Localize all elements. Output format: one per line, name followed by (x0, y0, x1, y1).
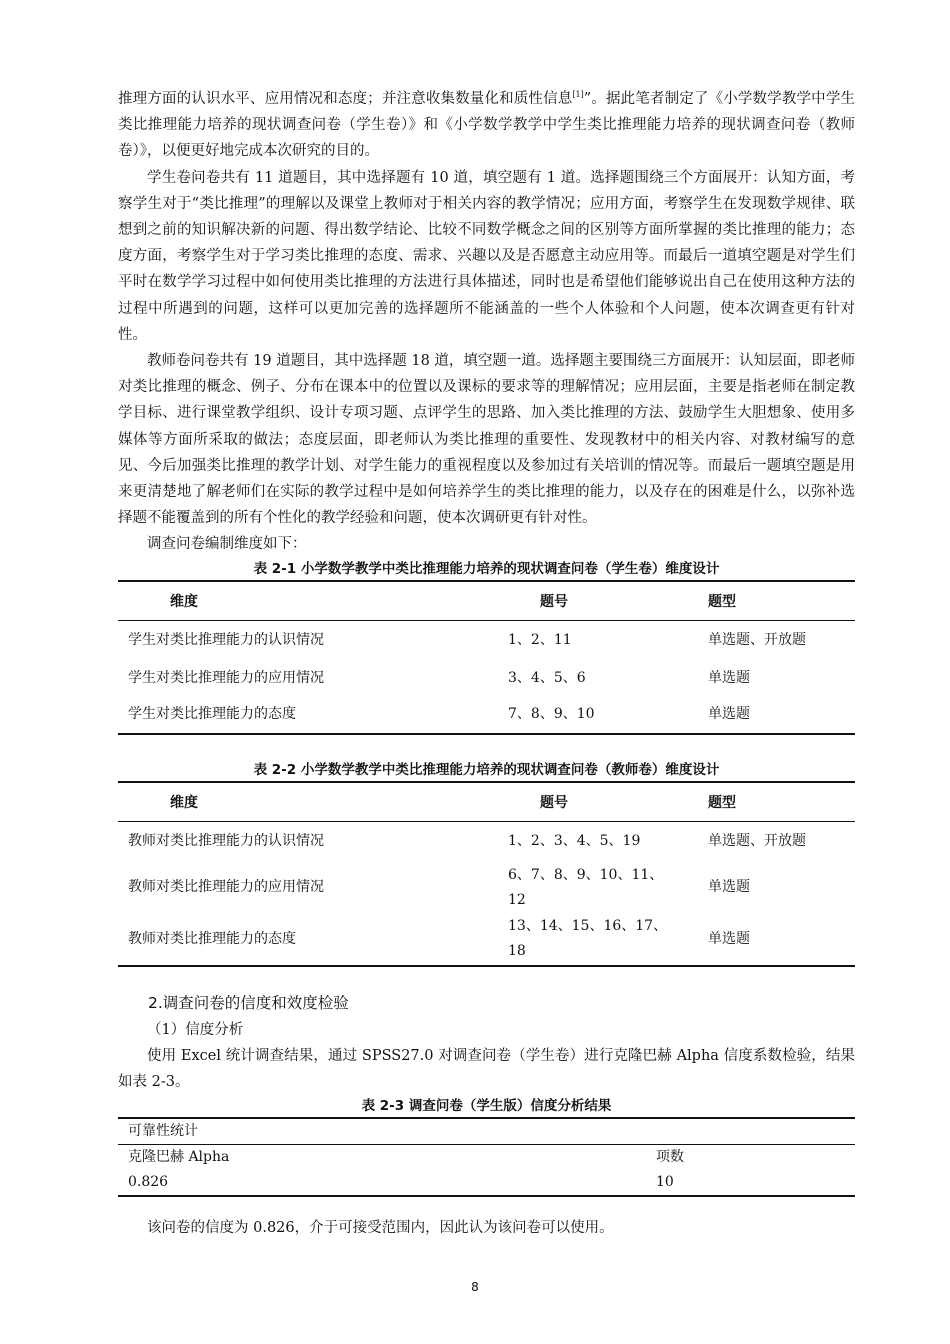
header-dimension: 维度 (118, 581, 508, 621)
cell-question-number: 13、14、15、16、17、18 (508, 914, 708, 966)
teacher-questionnaire-paragraph: 教师卷问卷共有 19 道题目，其中选择题 18 道，填空题一道。选择题主要围绕三方面展开：认知层面，即老师对类比推理的概念、例子、分布在课本中的位置以及课标的要求等的理解情况；应用层面，主要是指老师在制定教学目标、进行课堂教学组织、设计专项习题、点评学生的思路、加入类比推理的方法、鼓励学生大胆想象、使用多媒体等方面所采取的做法；态度层面，即老师认为类比推理的重要性、发现教材中的相关内容、对教材编写的意见、今后加强类比推理的教学计划、对学生能力的重视程度以及参加过有关培训的情况等。而最后一题填空题是用来更清楚地了解老师们在实际的教学过程中是如何培养学生的类比推理的能力，以及存在的困难是什么，以弥补选择题不能覆盖到的所有个性化的教学经验和问题，使本次调研更有针对性。 (118, 353, 855, 527)
table-2-1 (118, 580, 855, 736)
citation-ref[interactable]: [1] (572, 90, 584, 100)
cell-dimension: 教师对类比推理能力的应用情况 (128, 879, 324, 896)
student-questionnaire-paragraph: 学生卷问卷共有 11 道题目，其中选择题有 10 道，填空题有 1 道。选择题围绕三个方面展开：认知方面，考察学生对于“类比推理”的理解以及课堂上教师对于相关内容的教学情况；应用方面，考察学生在发现数学规律、联想到之前的知识解决新的问题、得出数学结论、比较不同数学概念之间的区别等方面所掌握的类比推理的能力；态度方面，考察学生对于学习类比推理的态度、需求、兴趣以及是否愿意主动应用等。而最后一道填空题是对学生们平时在数学学习过程中如何使用类比推理的方法进行具体描述，同时也是希望他们能够说出自己在使用这种方法的过程中所遇到的问题，这样可以更加完善的选择题所不能涵盖的一些个人体验和个人问题，使本次调查更有针对性。 (118, 169, 855, 343)
table-title-row (118, 1118, 855, 1145)
table-2-2-caption: 表 2-2 小学数学教学中类比推理能力培养的现状调查问卷（教师卷）维度设计 (253, 762, 720, 779)
spacer (118, 735, 855, 759)
table-header-row (118, 1145, 855, 1171)
spacer (118, 1197, 855, 1215)
subsection-heading: （1）信度分析 (147, 1021, 244, 1038)
table-2-2 (118, 781, 855, 967)
cell-question-number: 3、4、5、6 (508, 669, 586, 686)
table-row (118, 1170, 855, 1196)
spacer (118, 967, 855, 989)
table-row (118, 696, 855, 734)
section-heading: 2.调查问卷的信度和效度检验 (148, 993, 349, 1012)
header-question-number: 题号 (508, 581, 708, 621)
cell-question-type: 单选题 (708, 879, 750, 896)
cell-items-header: 项数 (656, 1149, 684, 1166)
table-row (118, 620, 855, 660)
page-number: 8 (471, 1280, 479, 1294)
cell-question-number: 6、7、8、9、10、11、12 (508, 866, 664, 908)
header-question-type: 题型 (708, 782, 855, 822)
header-dimension: 维度 (118, 782, 508, 822)
table-row (118, 914, 855, 966)
dimensions-intro-paragraph: 调查问卷编制维度如下： (147, 536, 307, 553)
intro-paragraph (118, 86, 855, 165)
cell-alpha-value: 0.826 (118, 1170, 646, 1196)
cell-question-type: 单选题 (708, 914, 855, 966)
conclusion-paragraph: 该问卷的信度为 0.826，介于可接受范围内，因此认为该问卷可以使用。 (147, 1220, 614, 1237)
table-2-1-caption: 表 2-1 小学数学教学中类比推理能力培养的现状调查问卷（学生卷）维度设计 (253, 560, 720, 577)
header-question-type: 题型 (708, 581, 855, 621)
intro-text-1: 推理方面的认识水平、应用情况和态度；并注意收集数量化和质性信息 (118, 91, 573, 107)
excel-analysis-paragraph: 使用 Excel 统计调查结果，通过 SPSS27.0 对调查问卷（学生卷）进行克隆巴赫 Alpha 信度系数检验，结果如表 2-3。 (118, 1047, 855, 1091)
cell-question-type: 单选题 (708, 696, 855, 734)
cell-question-type: 单选题、开放题 (708, 631, 806, 648)
cell-dimension: 学生对类比推理能力的认识情况 (128, 631, 324, 648)
cell-alpha-header: 克隆巴赫 Alpha (128, 1149, 230, 1166)
table-2-3 (118, 1117, 855, 1197)
cell-dimension: 教师对类比推理能力的态度 (118, 914, 508, 966)
table-row (118, 822, 855, 862)
cell-question-type: 单选题、开放题 (708, 833, 806, 850)
cell-question-number: 1、2、11 (508, 631, 572, 648)
table-2-3-caption: 表 2-3 调查问卷（学生版）信度分析结果 (361, 1098, 612, 1115)
cell-dimension: 学生对类比推理能力的态度 (118, 696, 508, 734)
table-row (118, 862, 855, 914)
table-header-row (118, 581, 855, 621)
cell-question-type: 单选题 (708, 669, 750, 686)
cell-reliability-title: 可靠性统计 (118, 1118, 855, 1145)
cell-question-number: 7、8、9、10 (508, 696, 708, 734)
cell-dimension: 教师对类比推理能力的认识情况 (128, 833, 324, 850)
table-row (118, 660, 855, 696)
intro-text-2: ”。据此笔者制定了《小学数学教学中学生类比推理能力培养的现状调查问卷（学生卷）》和《小学数学教学中学生类比推理能力培养的现状调查问卷（教师卷）》，以便更好地完成本次研究的目的。 (118, 91, 855, 160)
table-header-row (118, 782, 855, 822)
cell-items-value: 10 (646, 1170, 855, 1196)
document-page (118, 86, 855, 1241)
cell-dimension: 学生对类比推理能力的应用情况 (128, 669, 324, 686)
cell-question-number: 1、2、3、4、5、19 (508, 833, 641, 850)
header-question-number: 题号 (508, 782, 708, 822)
